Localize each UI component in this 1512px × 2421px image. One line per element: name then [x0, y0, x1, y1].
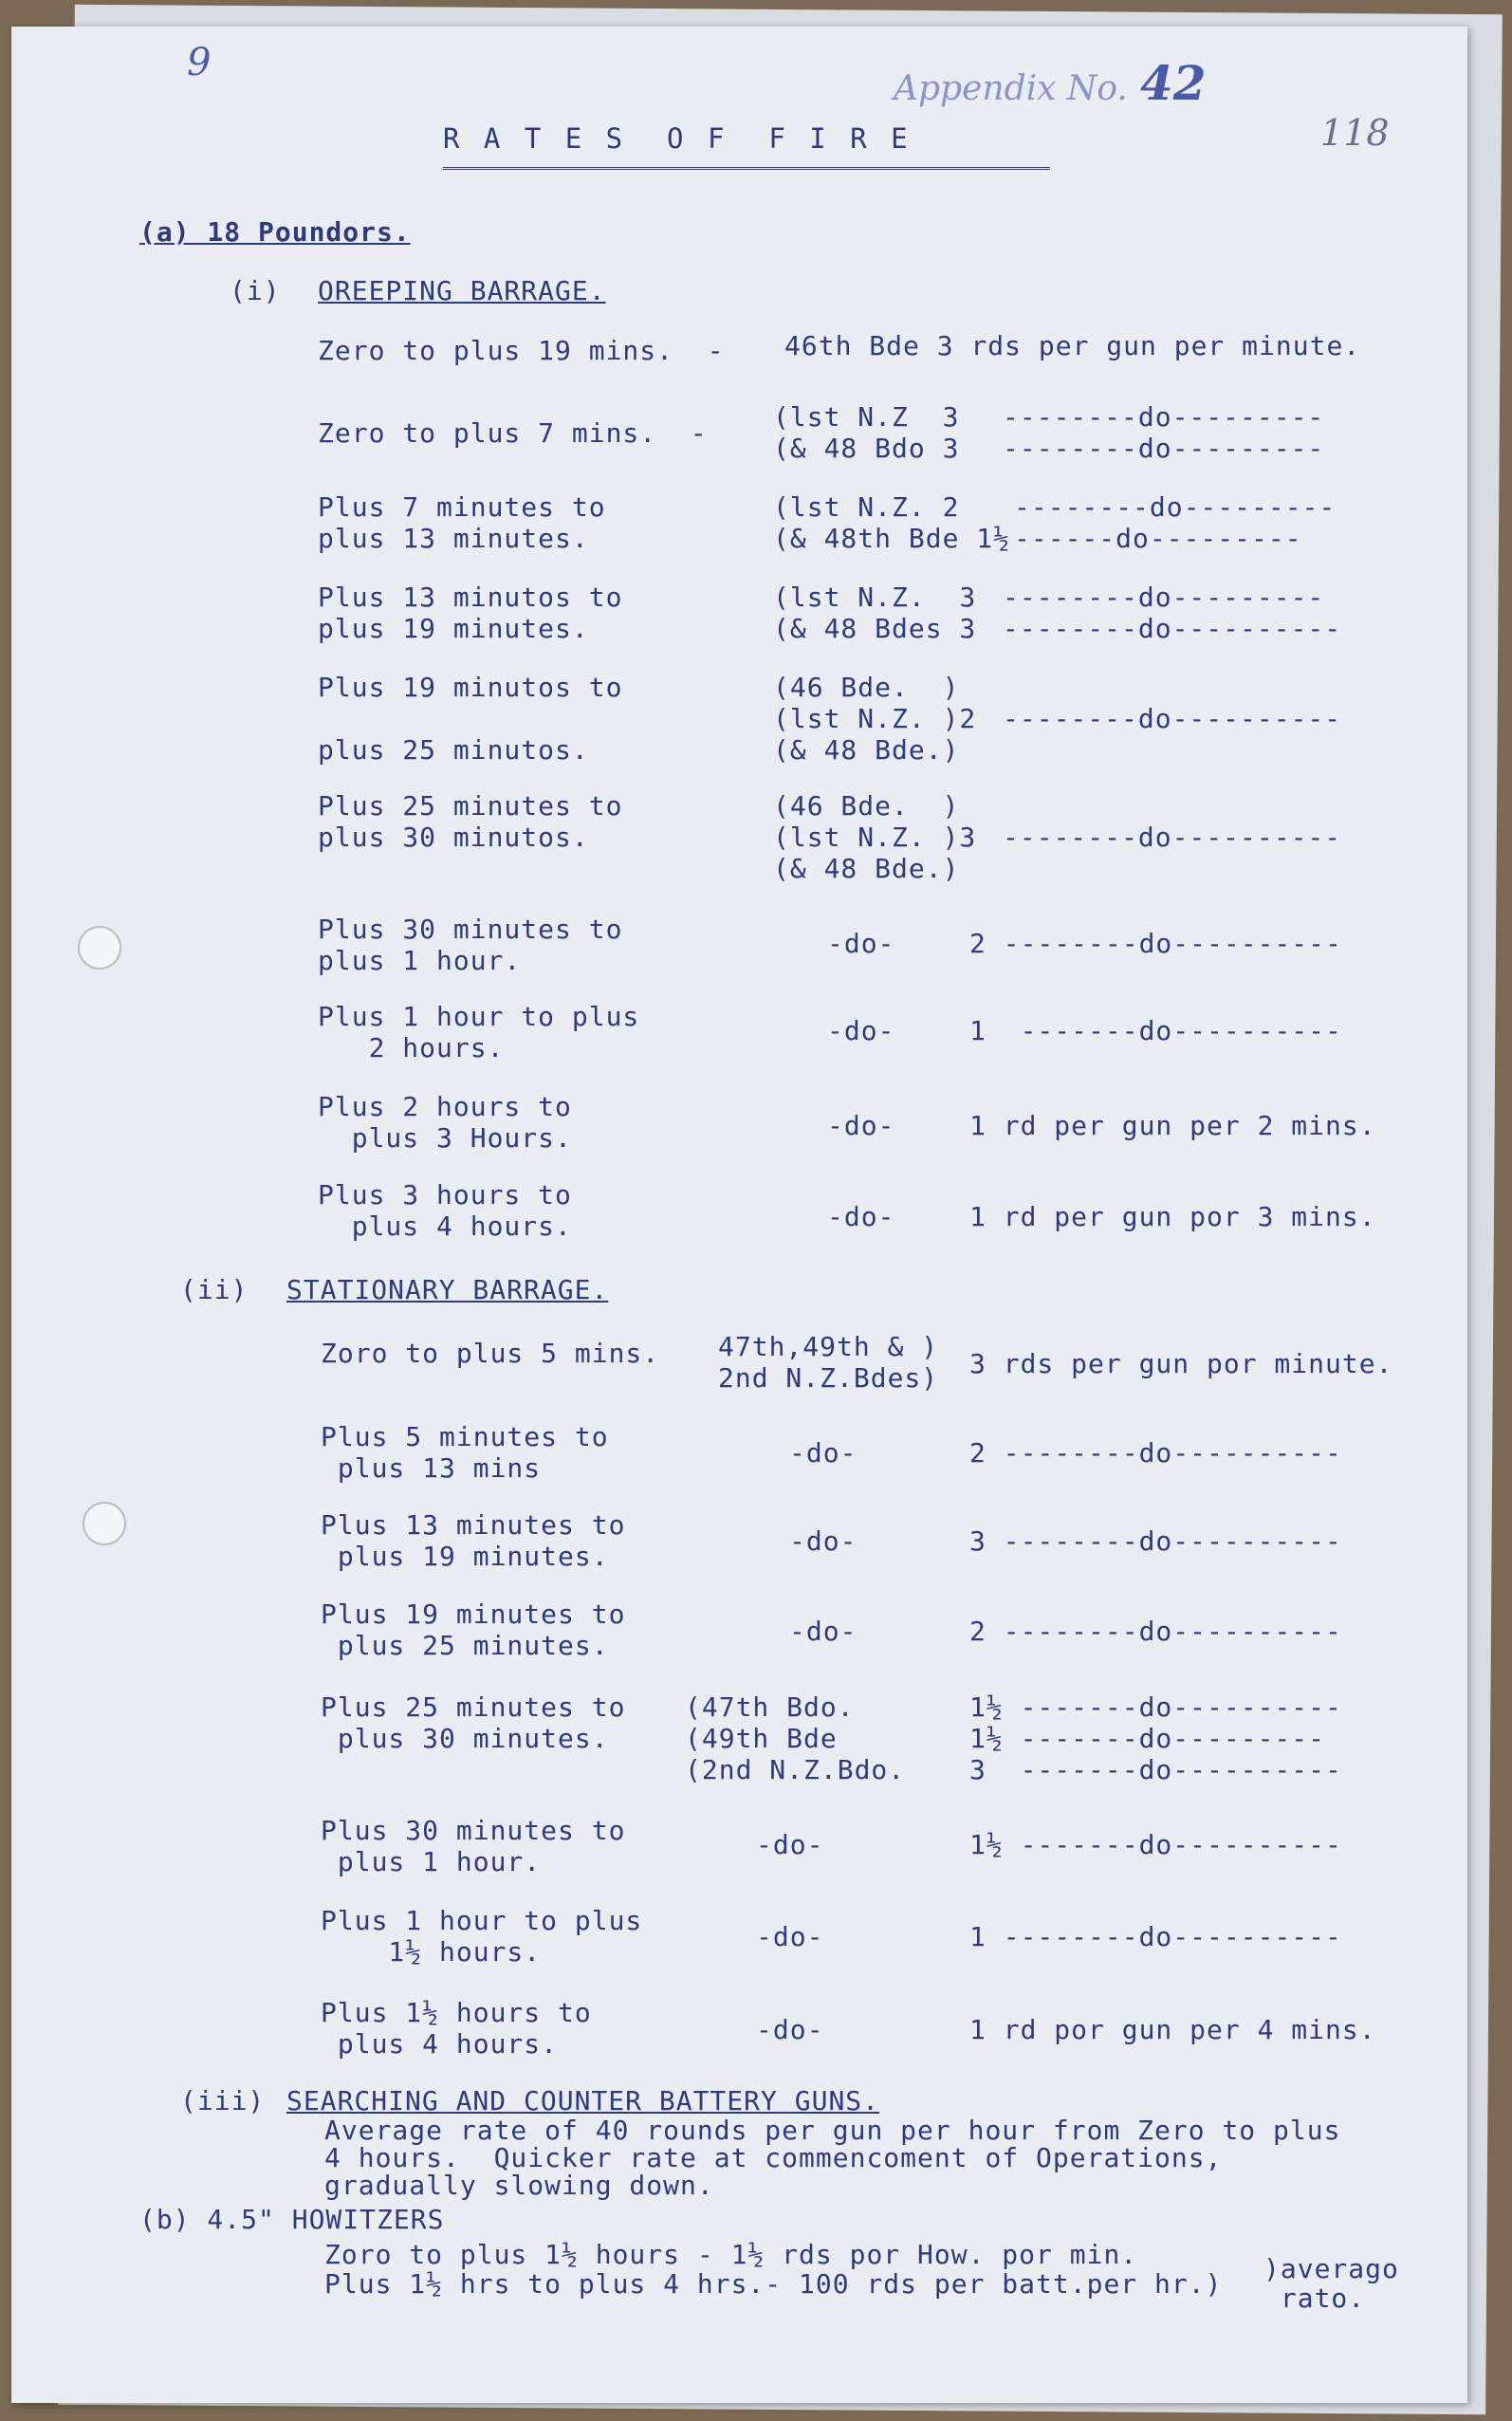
creeping-row-rate: --------do--------- --------do----------: [1003, 582, 1342, 644]
creeping-row-time: Plus 19 minutos to plus 25 minutos.: [318, 672, 623, 766]
creeping-row-rate: 2 --------do----------: [969, 928, 1342, 959]
stationary-row-bde: -do-: [789, 1437, 857, 1469]
howitzer-note: )averago rato.: [1263, 2253, 1399, 2314]
creeping-row-bde: -do-: [827, 928, 895, 959]
creeping-row-time: Plus 3 hours to plus 4 hours.: [318, 1179, 572, 1242]
stationary-row-rate: 2 --------do----------: [969, 1616, 1342, 1647]
creeping-row-bde: (lst N.Z 3 (& 48 Bdo 3: [773, 401, 960, 464]
stationary-row-time: Plus 1½ hours to plus 4 hours.: [321, 1997, 592, 2060]
stationary-row-time: Plus 19 minutes to plus 25 minutes.: [321, 1599, 626, 1661]
appendix-label: Appendix No.: [894, 69, 1128, 108]
title-underline: [443, 167, 1050, 176]
sub-ii-marker: (ii): [180, 1274, 249, 1305]
creeping-row-bde: (46 Bde. ) (lst N.Z. )2 (& 48 Bde.): [773, 672, 977, 766]
stationary-row-bde: 47th,49th & ) 2nd N.Z.Bdes): [718, 1331, 939, 1394]
creeping-row-bde: -do-: [827, 1015, 895, 1046]
stationary-row-time: Zoro to plus 5 mins.: [321, 1338, 660, 1369]
creeping-row-time: Plus 13 minutos to plus 19 minutes.: [318, 582, 623, 644]
section-b-heading: (b) 4.5" HOWITZERS: [139, 2204, 445, 2235]
creeping-row-time: Plus 25 minutes to plus 30 minutos.: [318, 790, 623, 853]
creeping-row-rate: 1 rd per gun por 3 mins.: [969, 1201, 1376, 1232]
stationary-row-rate: 2 --------do----------: [969, 1437, 1342, 1469]
creeping-row-bde: (46 Bde. ) (lst N.Z. )3 (& 48 Bde.): [773, 790, 977, 884]
sub-iii-title: SEARCHING AND COUNTER BATTERY GUNS.: [286, 2085, 880, 2116]
stationary-row-rate: 1½ -------do----------: [969, 1829, 1342, 1860]
creeping-row-time: Plus 30 minutes to plus 1 hour.: [318, 914, 623, 976]
folio-number: 118: [1320, 112, 1390, 154]
stationary-row-bde: -do-: [756, 1921, 824, 1952]
stationary-row-bde: -do-: [756, 1829, 824, 1860]
page-number: 9: [187, 41, 212, 84]
stationary-row-time: Plus 5 minutes to plus 13 mins: [321, 1421, 609, 1484]
creeping-row-rate: --------do----------: [1003, 822, 1342, 853]
stationary-row-time: Plus 1 hour to plus 1½ hours.: [321, 1905, 643, 1968]
sub-iii-text: Average rate of 40 rounds per gun per hour from Zero to plus 4 hours. Quicker rate at commencoment of Operations, gradually slowing down.: [324, 2115, 1341, 2201]
stationary-row-bde: -do-: [756, 2014, 824, 2045]
stationary-row-time: Plus 13 minutes to plus 19 minutes.: [321, 1509, 626, 1572]
section-a-heading: (a) 18 Poundors.: [139, 216, 411, 248]
stationary-row-rate: 1 rd por gun per 4 mins.: [969, 2014, 1376, 2045]
howitzer-lines: Zoro to plus 1½ hours - 1½ rds por How. por min. Plus 1½ hrs to plus 4 hrs.- 100 rds per batt.per hr.): [324, 2239, 1223, 2300]
sub-i-title: OREEPING BARRAGE.: [318, 275, 606, 306]
creeping-row-rate: 1 rd per gun per 2 mins.: [969, 1110, 1376, 1141]
stationary-row-rate: 1 --------do----------: [969, 1921, 1342, 1952]
punch-hole: [83, 1502, 126, 1545]
stationary-row-time: Plus 25 minutes to plus 30 minutes.: [321, 1691, 626, 1754]
creeping-row-bde: -do-: [827, 1110, 895, 1141]
creeping-row-bde: 46th Bde 3 rds per gun per minute.: [784, 330, 1361, 361]
sub-i-marker: (i): [230, 275, 281, 306]
document-page: [11, 27, 1467, 2403]
punch-hole: [78, 926, 121, 970]
appendix-number: 42: [1140, 55, 1207, 111]
creeping-row-time: Plus 7 minutes to plus 13 minutes.: [318, 491, 606, 554]
stationary-row-bde: -do-: [789, 1616, 857, 1647]
sub-ii-title: STATIONARY BARRAGE.: [286, 1274, 609, 1305]
creeping-row-bde: -do-: [827, 1201, 895, 1232]
stationary-row-bde: -do-: [789, 1525, 857, 1557]
stationary-row-rate: 3 --------do----------: [969, 1525, 1342, 1557]
stationary-row-rate: 1½ -------do---------- 1½ -------do--------- 3 -------do----------: [969, 1691, 1342, 1785]
page-title: R A T E S O F F I R E: [443, 122, 912, 155]
creeping-row-bde: (lst N.Z. 3 (& 48 Bdes 3: [773, 582, 977, 644]
creeping-row-rate: --------do--------- ------do---------: [1014, 491, 1337, 554]
stationary-row-bde: (47th Bdo. (49th Bde (2nd N.Z.Bdo.: [685, 1691, 906, 1785]
creeping-row-time: Plus 1 hour to plus 2 hours.: [318, 1001, 640, 1063]
creeping-row-bde: (lst N.Z. 2 (& 48th Bde 1½: [773, 491, 1011, 554]
sub-iii-marker: (iii): [180, 2085, 266, 2116]
creeping-row-time: Zero to plus 19 mins. -: [318, 335, 725, 366]
creeping-row-time: Zero to plus 7 mins. -: [318, 417, 708, 449]
creeping-row-rate: --------do----------: [1003, 703, 1342, 734]
creeping-row-rate: 1 -------do----------: [969, 1015, 1342, 1046]
creeping-row-rate: --------do--------- --------do---------: [1003, 401, 1325, 464]
stationary-row-time: Plus 30 minutes to plus 1 hour.: [321, 1815, 626, 1877]
stationary-row-rate: 3 rds per gun por minute.: [969, 1348, 1393, 1379]
creeping-row-time: Plus 2 hours to plus 3 Hours.: [318, 1091, 572, 1154]
